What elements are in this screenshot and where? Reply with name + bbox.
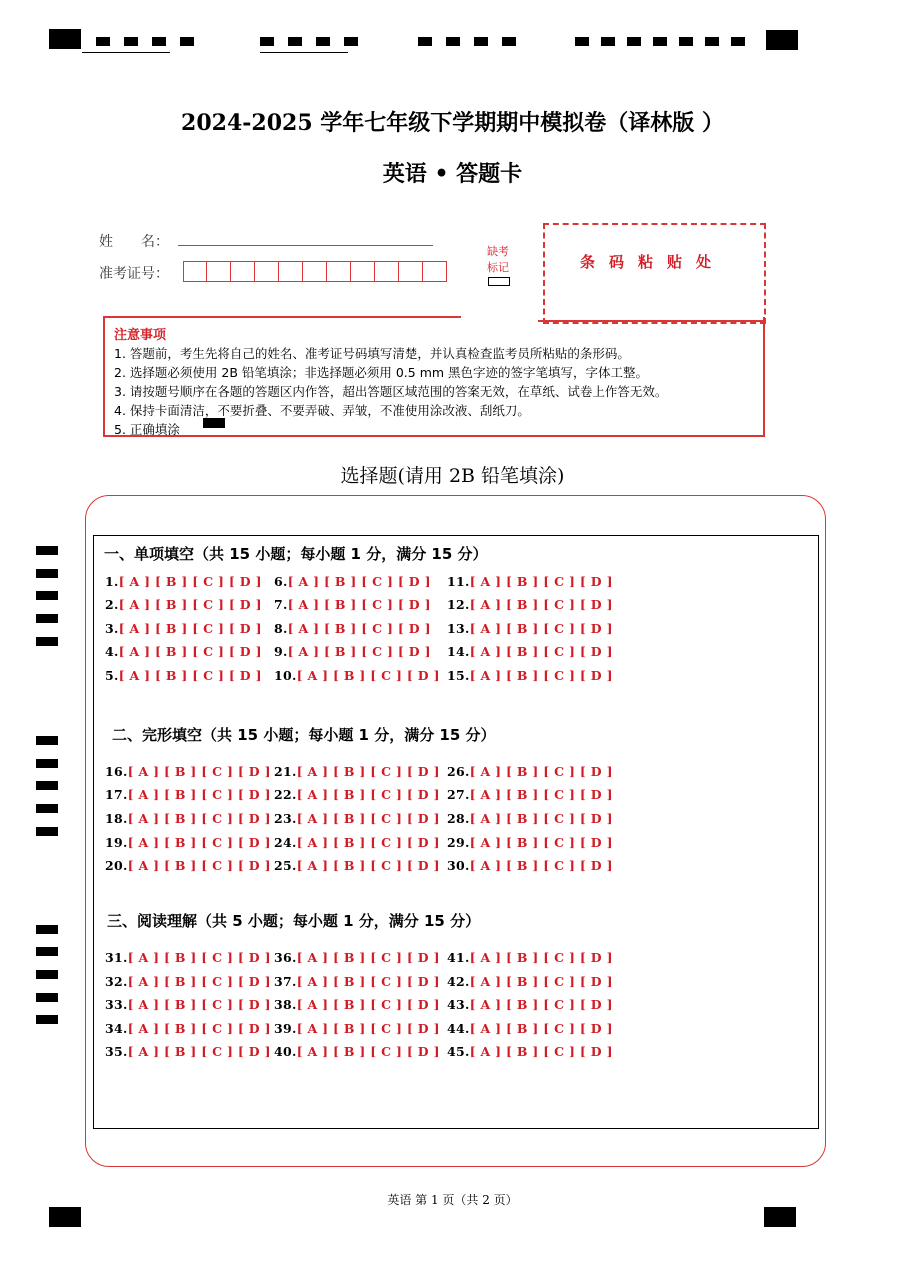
- timing-mark: [124, 37, 138, 46]
- timing-mark: [180, 37, 194, 46]
- id-digit-cell[interactable]: [255, 261, 279, 282]
- choice-section-heading: 选择题(请用 2B 铅笔填涂): [340, 465, 565, 487]
- question-row[interactable]: 16.[ A ] [ B ] [ C ] [ D ]: [105, 764, 271, 779]
- timing-mark: [36, 1015, 58, 1024]
- question-row[interactable]: 36.[ A ] [ B ] [ C ] [ D ]: [274, 950, 440, 965]
- question-row[interactable]: 38.[ A ] [ B ] [ C ] [ D ]: [274, 997, 440, 1012]
- timing-mark: [152, 37, 166, 46]
- timing-mark: [627, 37, 641, 46]
- question-row[interactable]: 18.[ A ] [ B ] [ C ] [ D ]: [105, 811, 271, 826]
- id-digit-cell[interactable]: [399, 261, 423, 282]
- timing-mark: [36, 827, 58, 836]
- timing-mark: [288, 37, 302, 46]
- question-row[interactable]: 13.[ A ] [ B ] [ C ] [ D ]: [447, 621, 613, 636]
- question-row[interactable]: 11.[ A ] [ B ] [ C ] [ D ]: [447, 574, 613, 589]
- question-row[interactable]: 34.[ A ] [ B ] [ C ] [ D ]: [105, 1021, 271, 1036]
- timing-mark: [601, 37, 615, 46]
- group-title: 二、完形填空（共 15 小题；每小题 1 分，满分 15 分）: [112, 726, 496, 744]
- timing-mark: [446, 37, 460, 46]
- timing-mark: [36, 614, 58, 623]
- absent-label-2: 标记: [487, 261, 509, 274]
- timing-mark: [82, 52, 170, 53]
- timing-mark: [36, 947, 58, 956]
- id-field[interactable]: [183, 261, 455, 282]
- question-row[interactable]: 27.[ A ] [ B ] [ C ] [ D ]: [447, 787, 613, 802]
- absent-label-1: 缺考: [487, 245, 509, 258]
- notice-item: 4. 保持卡面清洁，不要折叠、不要弄破、弄皱，不准使用涂改液、刮纸刀。: [114, 403, 530, 418]
- notice-item: 2. 选择题必须使用 2B 铅笔填涂；非选择题必须用 0.5 mm 黑色字迹的签字笔填写，字体工整。: [114, 365, 649, 380]
- timing-mark: [36, 993, 58, 1002]
- page-subtitle: 英语 • 答题卡: [382, 161, 523, 187]
- id-digit-cell[interactable]: [375, 261, 399, 282]
- question-row[interactable]: 24.[ A ] [ B ] [ C ] [ D ]: [274, 835, 440, 850]
- timing-mark: [49, 1207, 81, 1227]
- id-digit-cell[interactable]: [279, 261, 303, 282]
- timing-mark: [36, 569, 58, 578]
- timing-mark: [316, 37, 330, 46]
- question-row[interactable]: 10.[ A ] [ B ] [ C ] [ D ]: [274, 668, 440, 683]
- question-row[interactable]: 5.[ A ] [ B ] [ C ] [ D ]: [105, 668, 262, 683]
- absent-mark-box[interactable]: [488, 277, 510, 286]
- question-row[interactable]: 26.[ A ] [ B ] [ C ] [ D ]: [447, 764, 613, 779]
- timing-mark: [705, 37, 719, 46]
- question-row[interactable]: 22.[ A ] [ B ] [ C ] [ D ]: [274, 787, 440, 802]
- timing-mark: [36, 736, 58, 745]
- id-digit-cell[interactable]: [183, 261, 207, 282]
- timing-mark: [766, 30, 798, 50]
- timing-mark: [502, 37, 516, 46]
- timing-mark: [36, 591, 58, 600]
- question-row[interactable]: 39.[ A ] [ B ] [ C ] [ D ]: [274, 1021, 440, 1036]
- id-digit-cell[interactable]: [303, 261, 327, 282]
- notice-item: 3. 请按题号顺序在各题的答题区内作答，超出答题区域范围的答案无效，在草纸、试卷上作答无效。: [114, 384, 668, 399]
- id-digit-cell[interactable]: [231, 261, 255, 282]
- question-row[interactable]: 17.[ A ] [ B ] [ C ] [ D ]: [105, 787, 271, 802]
- question-row[interactable]: 7.[ A ] [ B ] [ C ] [ D ]: [274, 597, 431, 612]
- group-title: 一、单项填空（共 15 小题；每小题 1 分，满分 15 分）: [104, 545, 488, 563]
- timing-mark: [418, 37, 432, 46]
- filled-bubble-example: [203, 418, 225, 428]
- question-row[interactable]: 8.[ A ] [ B ] [ C ] [ D ]: [274, 621, 431, 636]
- timing-mark: [653, 37, 667, 46]
- question-row[interactable]: 42.[ A ] [ B ] [ C ] [ D ]: [447, 974, 613, 989]
- id-digit-cell[interactable]: [423, 261, 447, 282]
- question-row[interactable]: 43.[ A ] [ B ] [ C ] [ D ]: [447, 997, 613, 1012]
- page-footer: 英语 第 1 页（共 2 页）: [387, 1193, 518, 1207]
- question-row[interactable]: 45.[ A ] [ B ] [ C ] [ D ]: [447, 1044, 613, 1059]
- notice-title: 注意事项: [114, 328, 167, 343]
- page-title: 2024-2025 学年七年级下学期期中模拟卷（译林版 ）: [181, 110, 724, 136]
- barcode-area: [543, 223, 766, 324]
- timing-mark: [260, 37, 274, 46]
- question-row[interactable]: 31.[ A ] [ B ] [ C ] [ D ]: [105, 950, 271, 965]
- timing-mark: [36, 970, 58, 979]
- question-row[interactable]: 29.[ A ] [ B ] [ C ] [ D ]: [447, 835, 613, 850]
- question-row[interactable]: 33.[ A ] [ B ] [ C ] [ D ]: [105, 997, 271, 1012]
- question-row[interactable]: 28.[ A ] [ B ] [ C ] [ D ]: [447, 811, 613, 826]
- question-row[interactable]: 15.[ A ] [ B ] [ C ] [ D ]: [447, 668, 613, 683]
- question-row[interactable]: 21.[ A ] [ B ] [ C ] [ D ]: [274, 764, 440, 779]
- question-row[interactable]: 41.[ A ] [ B ] [ C ] [ D ]: [447, 950, 613, 965]
- id-digit-cell[interactable]: [207, 261, 231, 282]
- question-row[interactable]: 2.[ A ] [ B ] [ C ] [ D ]: [105, 597, 262, 612]
- question-row[interactable]: 37.[ A ] [ B ] [ C ] [ D ]: [274, 974, 440, 989]
- timing-mark: [49, 29, 81, 49]
- timing-mark: [96, 37, 110, 46]
- notice-item: 1. 答题前，考生先将自己的姓名、准考证号码填写清楚，并认真检查监考员所粘贴的条形码。: [114, 346, 630, 361]
- question-row[interactable]: 32.[ A ] [ B ] [ C ] [ D ]: [105, 974, 271, 989]
- timing-mark: [474, 37, 488, 46]
- barcode-label: 条码粘贴处: [579, 253, 725, 271]
- question-row[interactable]: 23.[ A ] [ B ] [ C ] [ D ]: [274, 811, 440, 826]
- question-row[interactable]: 14.[ A ] [ B ] [ C ] [ D ]: [447, 644, 613, 659]
- question-row[interactable]: 1.[ A ] [ B ] [ C ] [ D ]: [105, 574, 262, 589]
- id-digit-cell[interactable]: [327, 261, 351, 282]
- question-row[interactable]: 9.[ A ] [ B ] [ C ] [ D ]: [274, 644, 431, 659]
- name-field[interactable]: [178, 245, 433, 246]
- timing-mark: [36, 781, 58, 790]
- timing-mark: [36, 637, 58, 646]
- question-row[interactable]: 3.[ A ] [ B ] [ C ] [ D ]: [105, 621, 262, 636]
- timing-mark: [764, 1207, 796, 1227]
- timing-mark: [344, 37, 358, 46]
- id-digit-cell[interactable]: [351, 261, 375, 282]
- timing-mark: [575, 37, 589, 46]
- timing-mark: [731, 37, 745, 46]
- question-row[interactable]: 12.[ A ] [ B ] [ C ] [ D ]: [447, 597, 613, 612]
- question-row[interactable]: 44.[ A ] [ B ] [ C ] [ D ]: [447, 1021, 613, 1036]
- question-row[interactable]: 35.[ A ] [ B ] [ C ] [ D ]: [105, 1044, 271, 1059]
- question-row[interactable]: 6.[ A ] [ B ] [ C ] [ D ]: [274, 574, 431, 589]
- timing-mark: [36, 546, 58, 555]
- timing-mark: [679, 37, 693, 46]
- timing-mark: [36, 759, 58, 768]
- name-label: 姓 名：: [99, 234, 169, 250]
- question-row[interactable]: 20.[ A ] [ B ] [ C ] [ D ]: [105, 858, 271, 873]
- question-row[interactable]: 4.[ A ] [ B ] [ C ] [ D ]: [105, 644, 262, 659]
- timing-mark: [36, 925, 58, 934]
- question-row[interactable]: 25.[ A ] [ B ] [ C ] [ D ]: [274, 858, 440, 873]
- timing-mark: [260, 52, 348, 53]
- group-title: 三、阅读理解（共 5 小题；每小题 1 分，满分 15 分）: [107, 912, 481, 930]
- question-row[interactable]: 40.[ A ] [ B ] [ C ] [ D ]: [274, 1044, 440, 1059]
- timing-mark: [36, 804, 58, 813]
- id-label: 准考证号：: [99, 266, 169, 282]
- question-row[interactable]: 19.[ A ] [ B ] [ C ] [ D ]: [105, 835, 271, 850]
- question-row[interactable]: 30.[ A ] [ B ] [ C ] [ D ]: [447, 858, 613, 873]
- notice-item: 5. 正确填涂: [114, 422, 180, 437]
